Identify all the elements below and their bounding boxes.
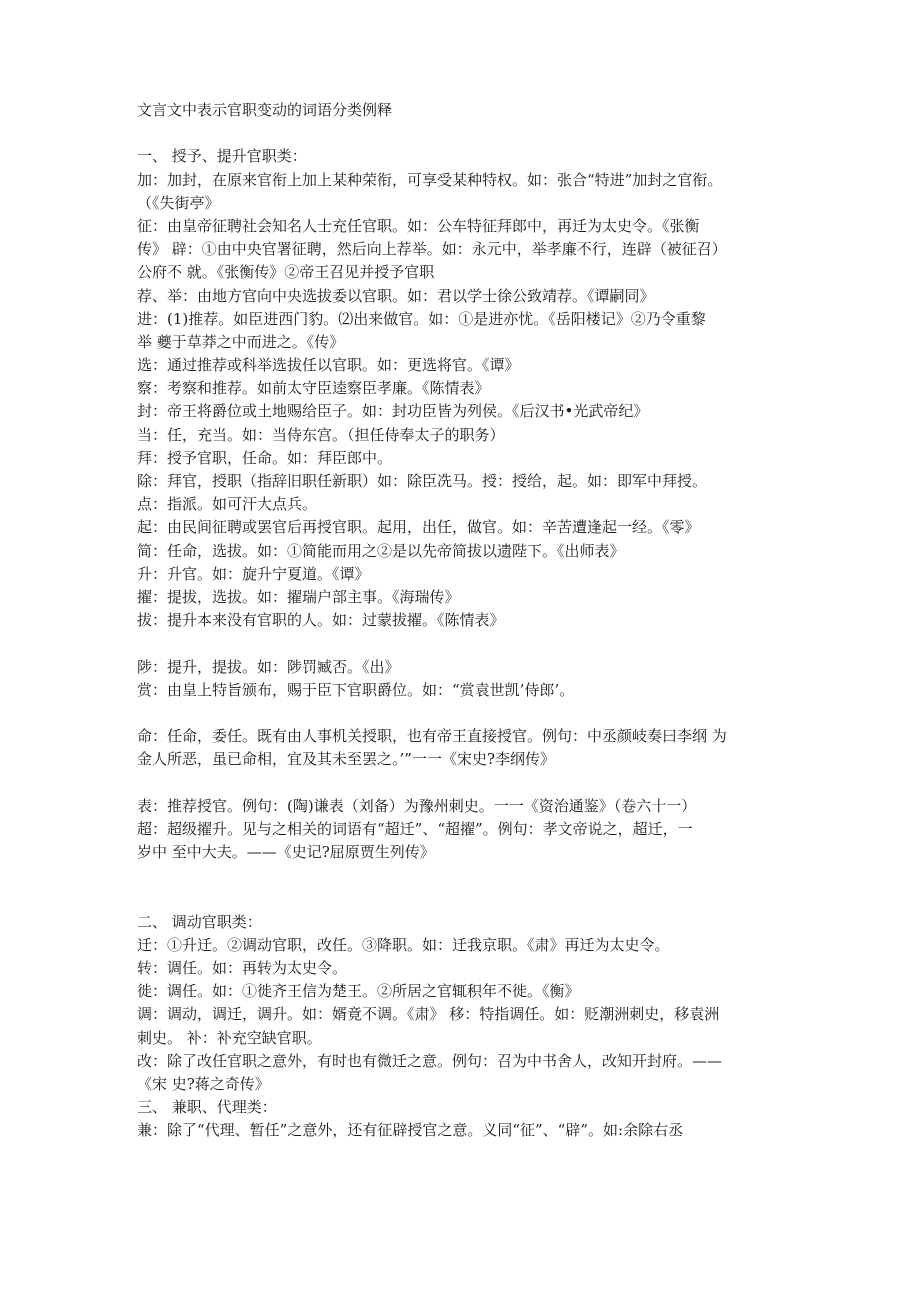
text-line: 传》 辟：①由中央官署征聘，然后向上荐举。如：永元中，举孝廉不行，连辟（被征召） [137, 240, 727, 259]
text-line: 徙：调任。如：①徙齐王信为楚王。②所居之官辄积年不徙。《衡》 [137, 982, 580, 1001]
text-line: 金人所恶，虽已命相，宜及其未至罢之。’”一一《宋史?李纲传》 [137, 750, 555, 769]
text-line: 荐、举：由地方官向中央选拔委以官职。如：君以学士徐公致靖荐。《谭嗣同》 [137, 286, 655, 305]
text-line: 举 夔于草莽之中而进之。《传》 [137, 332, 345, 351]
blank-line [137, 702, 792, 725]
text-line: 调：调动，调迁，调升。如：婿竟不调。《肃》 移：特指调任。如：贬潮洲刺史，移袁洲 [137, 1005, 720, 1024]
text-line: 表：推荐授官。例句：(陶)谦表（刘备）为豫州刺史。一一《资治通鉴》（卷六十一） [137, 796, 697, 815]
text-line: 赏：由皇上特旨颁布，赐于臣下官职爵位。如：“赏袁世凯’侍郎’。 [137, 680, 575, 699]
text-line: 岁中 至中大夫。——《史记?屈原贾生列传》 [137, 843, 435, 861]
text-line: 改：除了改任官职之意外，有时也有微迁之意。例句：召为中书舍人，改知开封府。—— [137, 1051, 723, 1070]
text-line: 拔：提升本来没有官职的人。如：过蒙拔擢。《陈情表》 [137, 611, 505, 630]
text-line: 超：超级擢升。见与之相关的词语有“超迁”、“超擢”。例句：孝文帝说之，超迁，一 [137, 819, 693, 838]
blank-line [137, 632, 792, 655]
text-line: 一、 授予、提升官职类： [137, 147, 307, 166]
text-line: 三、 兼职、代理类： [137, 1098, 277, 1117]
text-line: 陟：提升，提拔。如：陟罚臧否。《出》 [137, 657, 400, 676]
blank-line [137, 122, 792, 145]
text-line: 进：(1)推荐。如臣进西门豹。⑵出来做官。如：①是进亦忧。《岳阳楼记》②乃令重黎 [137, 309, 706, 328]
text-line: 兼：除了“代理、暂任”之意外，还有征辟授官之意。义同“征”、“辟”。如:余除右丞 [137, 1121, 684, 1140]
text-line: 《宋 史?蒋之奇传》 [137, 1074, 270, 1093]
text-line: 当：任，充当。如：当侍东宫。（担任侍奉太子的职务） [137, 425, 505, 444]
document-title: 文言文中表示官职变动的词语分类例释 [137, 101, 393, 119]
text-line: 公府不 就。《张衡传》②帝王召见并授予官职 [137, 263, 435, 282]
text-line: 擢：提拔，选拔。如：擢瑞户部主事。《海瑞传》 [137, 587, 460, 606]
text-line: 命：任命，委任。既有由人事机关授职，也有帝王直接授官。例句：中丞颜岐奏曰李纲 为 [137, 727, 727, 746]
text-line: 加：加封，在原来官衔上加上某种荣衔，可享受某种特权。如：张合“特进”加封之官衔。 [137, 170, 723, 189]
text-line: 拜：授予官职，任命。如：拜臣郎中。 [137, 448, 393, 467]
blank-line [137, 864, 792, 887]
text-line: 起：由民间征聘或罢官后再授官职。起用，出任，做官。如：辛苦遭逢起一经。《零》 [137, 518, 700, 537]
blank-line [137, 771, 792, 794]
text-line: 除：拜官，授职（指辞旧职任新职）如：除臣冼马。授：授给，起。如：即军中拜授。 [137, 472, 708, 490]
text-line: 二、 调动官职类： [137, 912, 262, 931]
blank-line [137, 887, 792, 910]
text-line: 征：由皇帝征聘社会知名人士充任官职。如：公车特征拜郎中，再迁为太史令。《张衡 [137, 216, 700, 235]
text-line: 升：升官。如：旋升宁夏道。《谭》 [137, 564, 370, 583]
text-line: （《失街亭》 [137, 193, 220, 212]
text-line: 察：考察和推荐。如前太守臣逵察臣孝廉。《陈情表》 [137, 379, 490, 398]
text-line: 转：调任。如：再转为太史令。 [137, 958, 348, 977]
text-line: 选：通过推荐或科举选拔任以官职。如：更选将官。《谭》 [137, 356, 520, 375]
text-line: 封：帝王将爵位或土地赐给臣子。如：封功臣皆为列侯。《后汉书•光武帝纪》 [137, 402, 649, 421]
text-line: 点：指派。如可汗大点兵。 [137, 495, 318, 514]
text-line: 简：任命，选拔。如：①简能而用之②是以先帝简拔以遗陛下。《出师表》 [137, 541, 625, 560]
text-line: 迁：①升迁。②调动官职，改任。③降职。如：迁我京职。《肃》再迁为太史令。 [137, 935, 670, 954]
document-body [137, 99, 792, 1142]
text-line: 刺史。 补：补充空缺官职。 [137, 1028, 322, 1047]
